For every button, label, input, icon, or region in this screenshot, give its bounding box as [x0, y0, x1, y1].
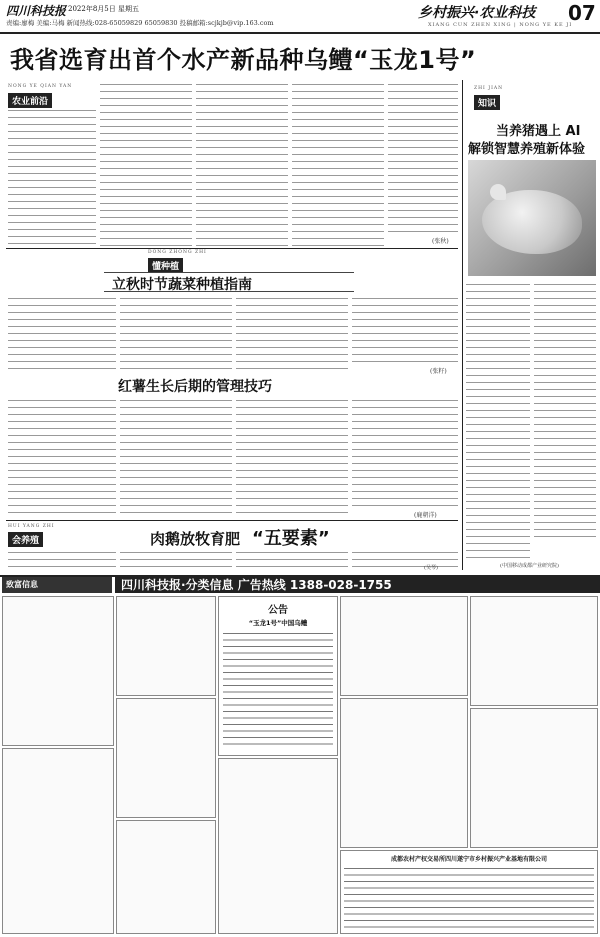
ad-cell: [340, 698, 468, 848]
goose-closing: (吴琴): [424, 565, 438, 571]
veg-title: 立秋时节蔬菜种植指南: [112, 277, 252, 293]
masthead: 四川科技报: [6, 4, 67, 18]
goose-column-1: [8, 550, 116, 572]
goose-badge-pinyin: HUI YANG ZHI: [8, 524, 55, 529]
veg-column-1: [8, 296, 116, 372]
bottom-notice-title: 成都农村产权交易所四川遂宁市乡村振兴产业基地有限公司: [390, 856, 547, 863]
editor-line: 责编:廖梅 美编:马梅 新闻热线:028-65059829 65059830 投稿邮箱:scjkjb@vip.163.com: [6, 19, 274, 27]
ads-phone-bar: 四川科技报·分类信息 广告热线 1388-028-1755: [115, 577, 600, 593]
ad-cell: [2, 596, 114, 746]
ad-cell: [2, 748, 114, 934]
veg-badge-pinyin: DONG ZHONG ZHI: [148, 250, 207, 255]
veg-column-3: [236, 296, 348, 372]
ad-cell: [340, 596, 468, 696]
pig-ear-icon: [490, 184, 506, 200]
notice-subtitle: “玉龙1号”中国乌鳢: [248, 619, 308, 627]
section-pinyin: XIANG CUN ZHEN XING | NONG YE KE JI: [428, 22, 573, 28]
right-title-line1: 当养猪遇上 AI: [496, 124, 581, 139]
page-number: 07: [568, 1, 596, 25]
lead-badge-pinyin: NONG YE QIAN YAN: [8, 84, 73, 89]
notice-body: [223, 631, 333, 749]
pepper-title: 红薯生长后期的管理技巧: [118, 379, 272, 395]
ad-cell: [116, 596, 216, 696]
ad-cell: [116, 698, 216, 818]
goose-column-3: [236, 550, 348, 572]
veg-closing: (张籽): [430, 368, 447, 375]
notice-box: [218, 596, 338, 756]
pepper-closing: (鹿朝洋): [414, 512, 437, 519]
goose-column-4: [352, 550, 458, 572]
section-title: 乡村振兴·农业科技: [418, 5, 536, 21]
right-badge: 知识: [474, 95, 500, 110]
lead-column-3: [196, 82, 288, 246]
right-badge-pinyin: ZHI JIAN: [474, 86, 504, 91]
right-title-line2: 解锁智慧养殖新体验: [468, 142, 586, 157]
lead-column-1: [8, 108, 96, 246]
pepper-column-1: [8, 398, 116, 516]
veg-column-2: [120, 296, 232, 372]
pepper-column-3: [236, 398, 348, 516]
ads-left-header: 致富信息: [2, 577, 112, 593]
veg-column-4: [352, 296, 458, 364]
goose-title-prefix: 肉鹅放牧育肥: [150, 530, 241, 548]
pepper-column-4: [352, 398, 458, 508]
notice-title: 公告: [268, 605, 288, 616]
ad-cell: [218, 758, 338, 934]
goose-badge: 会养殖: [8, 532, 43, 547]
lead-column-2: [100, 82, 192, 246]
lead-column-5: [388, 82, 458, 232]
bottom-notice-box: [340, 850, 598, 934]
lead-badge: 农业前沿: [8, 93, 52, 108]
right-closing: (中国移动成都产业研究院): [500, 563, 559, 569]
goose-column-2: [120, 550, 232, 572]
section-rule: [6, 248, 458, 249]
veg-badge: 懂种植: [148, 258, 183, 273]
bottom-notice-body: [344, 866, 594, 932]
section-rule-2: [6, 520, 458, 521]
goose-title-quote: “五要素”: [252, 528, 330, 549]
right-column-2: [534, 282, 596, 542]
right-column-1: [466, 282, 530, 560]
pig-photo: [468, 160, 596, 276]
ad-cell: [116, 820, 216, 934]
lead-headline: 我省选育出首个水产新品种乌鳢“玉龙1号”: [10, 46, 477, 74]
ad-cell: [470, 596, 598, 706]
lead-closing: (张秋): [432, 238, 449, 245]
ad-cell: [470, 708, 598, 848]
pepper-column-2: [120, 398, 232, 516]
issue-date: 2022年8月5日 星期五: [68, 5, 139, 13]
column-divider-right: [462, 80, 463, 570]
lead-column-4: [292, 82, 384, 246]
